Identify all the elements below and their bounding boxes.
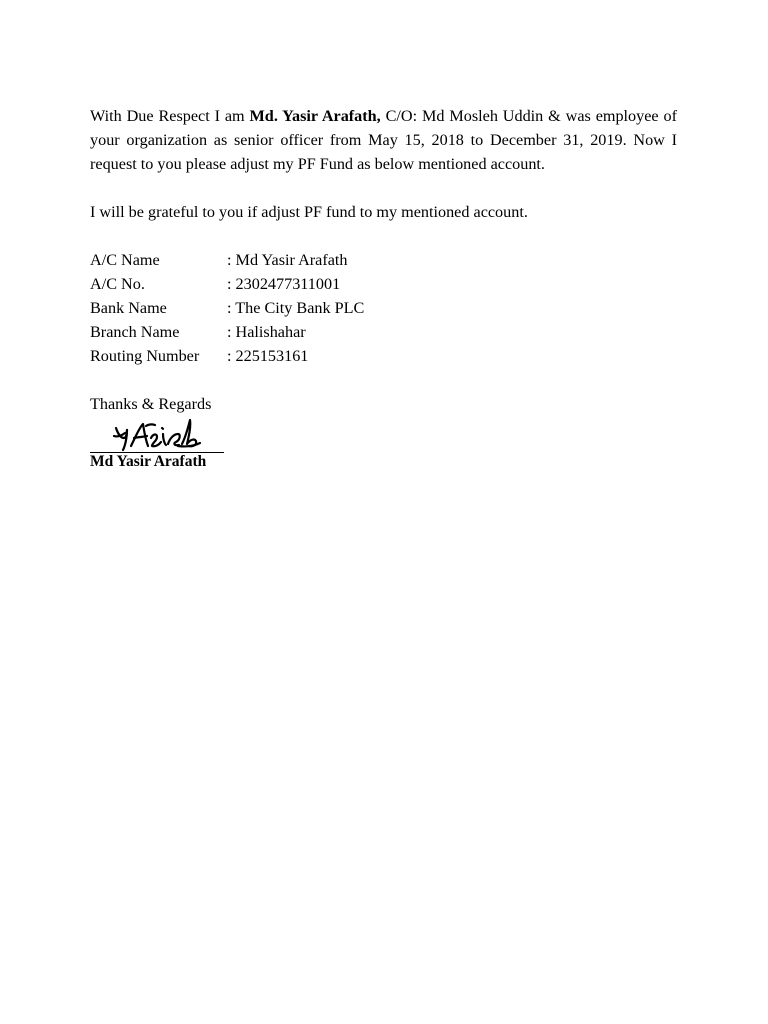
- intro-text-end: C/O: Md Mosleh Uddin & was employee of your organization as senior officer from May 15, 2018 to December 31, 2019. Now I request to you please adjust my PF Fund as below mentioned account.: [90, 107, 677, 173]
- handwritten-signature: [90, 416, 224, 452]
- detail-label: A/C No.: [90, 275, 145, 293]
- letter-body: [90, 104, 677, 471]
- closing-line: Thanks & Regards: [90, 395, 212, 413]
- detail-row-account-name: [90, 248, 677, 272]
- detail-row-branch-name: [90, 320, 677, 344]
- detail-row-account-number: [90, 272, 677, 296]
- account-details: [90, 248, 677, 368]
- detail-row-routing-number: [90, 344, 677, 368]
- spacer: [90, 176, 677, 200]
- detail-label: Routing Number: [90, 347, 200, 365]
- detail-label: Branch Name: [90, 323, 180, 341]
- signatory-name: Md Yasir Arafath: [90, 452, 224, 471]
- request-paragraph: I will be grateful to you if adjust PF fund to my mentioned account.: [90, 203, 528, 221]
- detail-value: : Md Yasir Arafath: [227, 251, 348, 269]
- intro-text-start: With Due Respect I am: [90, 107, 250, 125]
- detail-value: : Halishahar: [227, 323, 306, 341]
- spacer: [90, 224, 677, 248]
- spacer: [90, 368, 677, 392]
- detail-value: : The City Bank PLC: [227, 299, 365, 317]
- signature-block: [90, 416, 224, 471]
- intro-sender-name: Md. Yasir Arafath,: [249, 107, 381, 125]
- detail-row-bank-name: [90, 296, 677, 320]
- detail-label: A/C Name: [90, 251, 160, 269]
- intro-paragraph: [90, 104, 677, 176]
- detail-label: Bank Name: [90, 299, 167, 317]
- detail-value: : 2302477311001: [227, 275, 341, 293]
- detail-value: : 225153161: [227, 347, 309, 365]
